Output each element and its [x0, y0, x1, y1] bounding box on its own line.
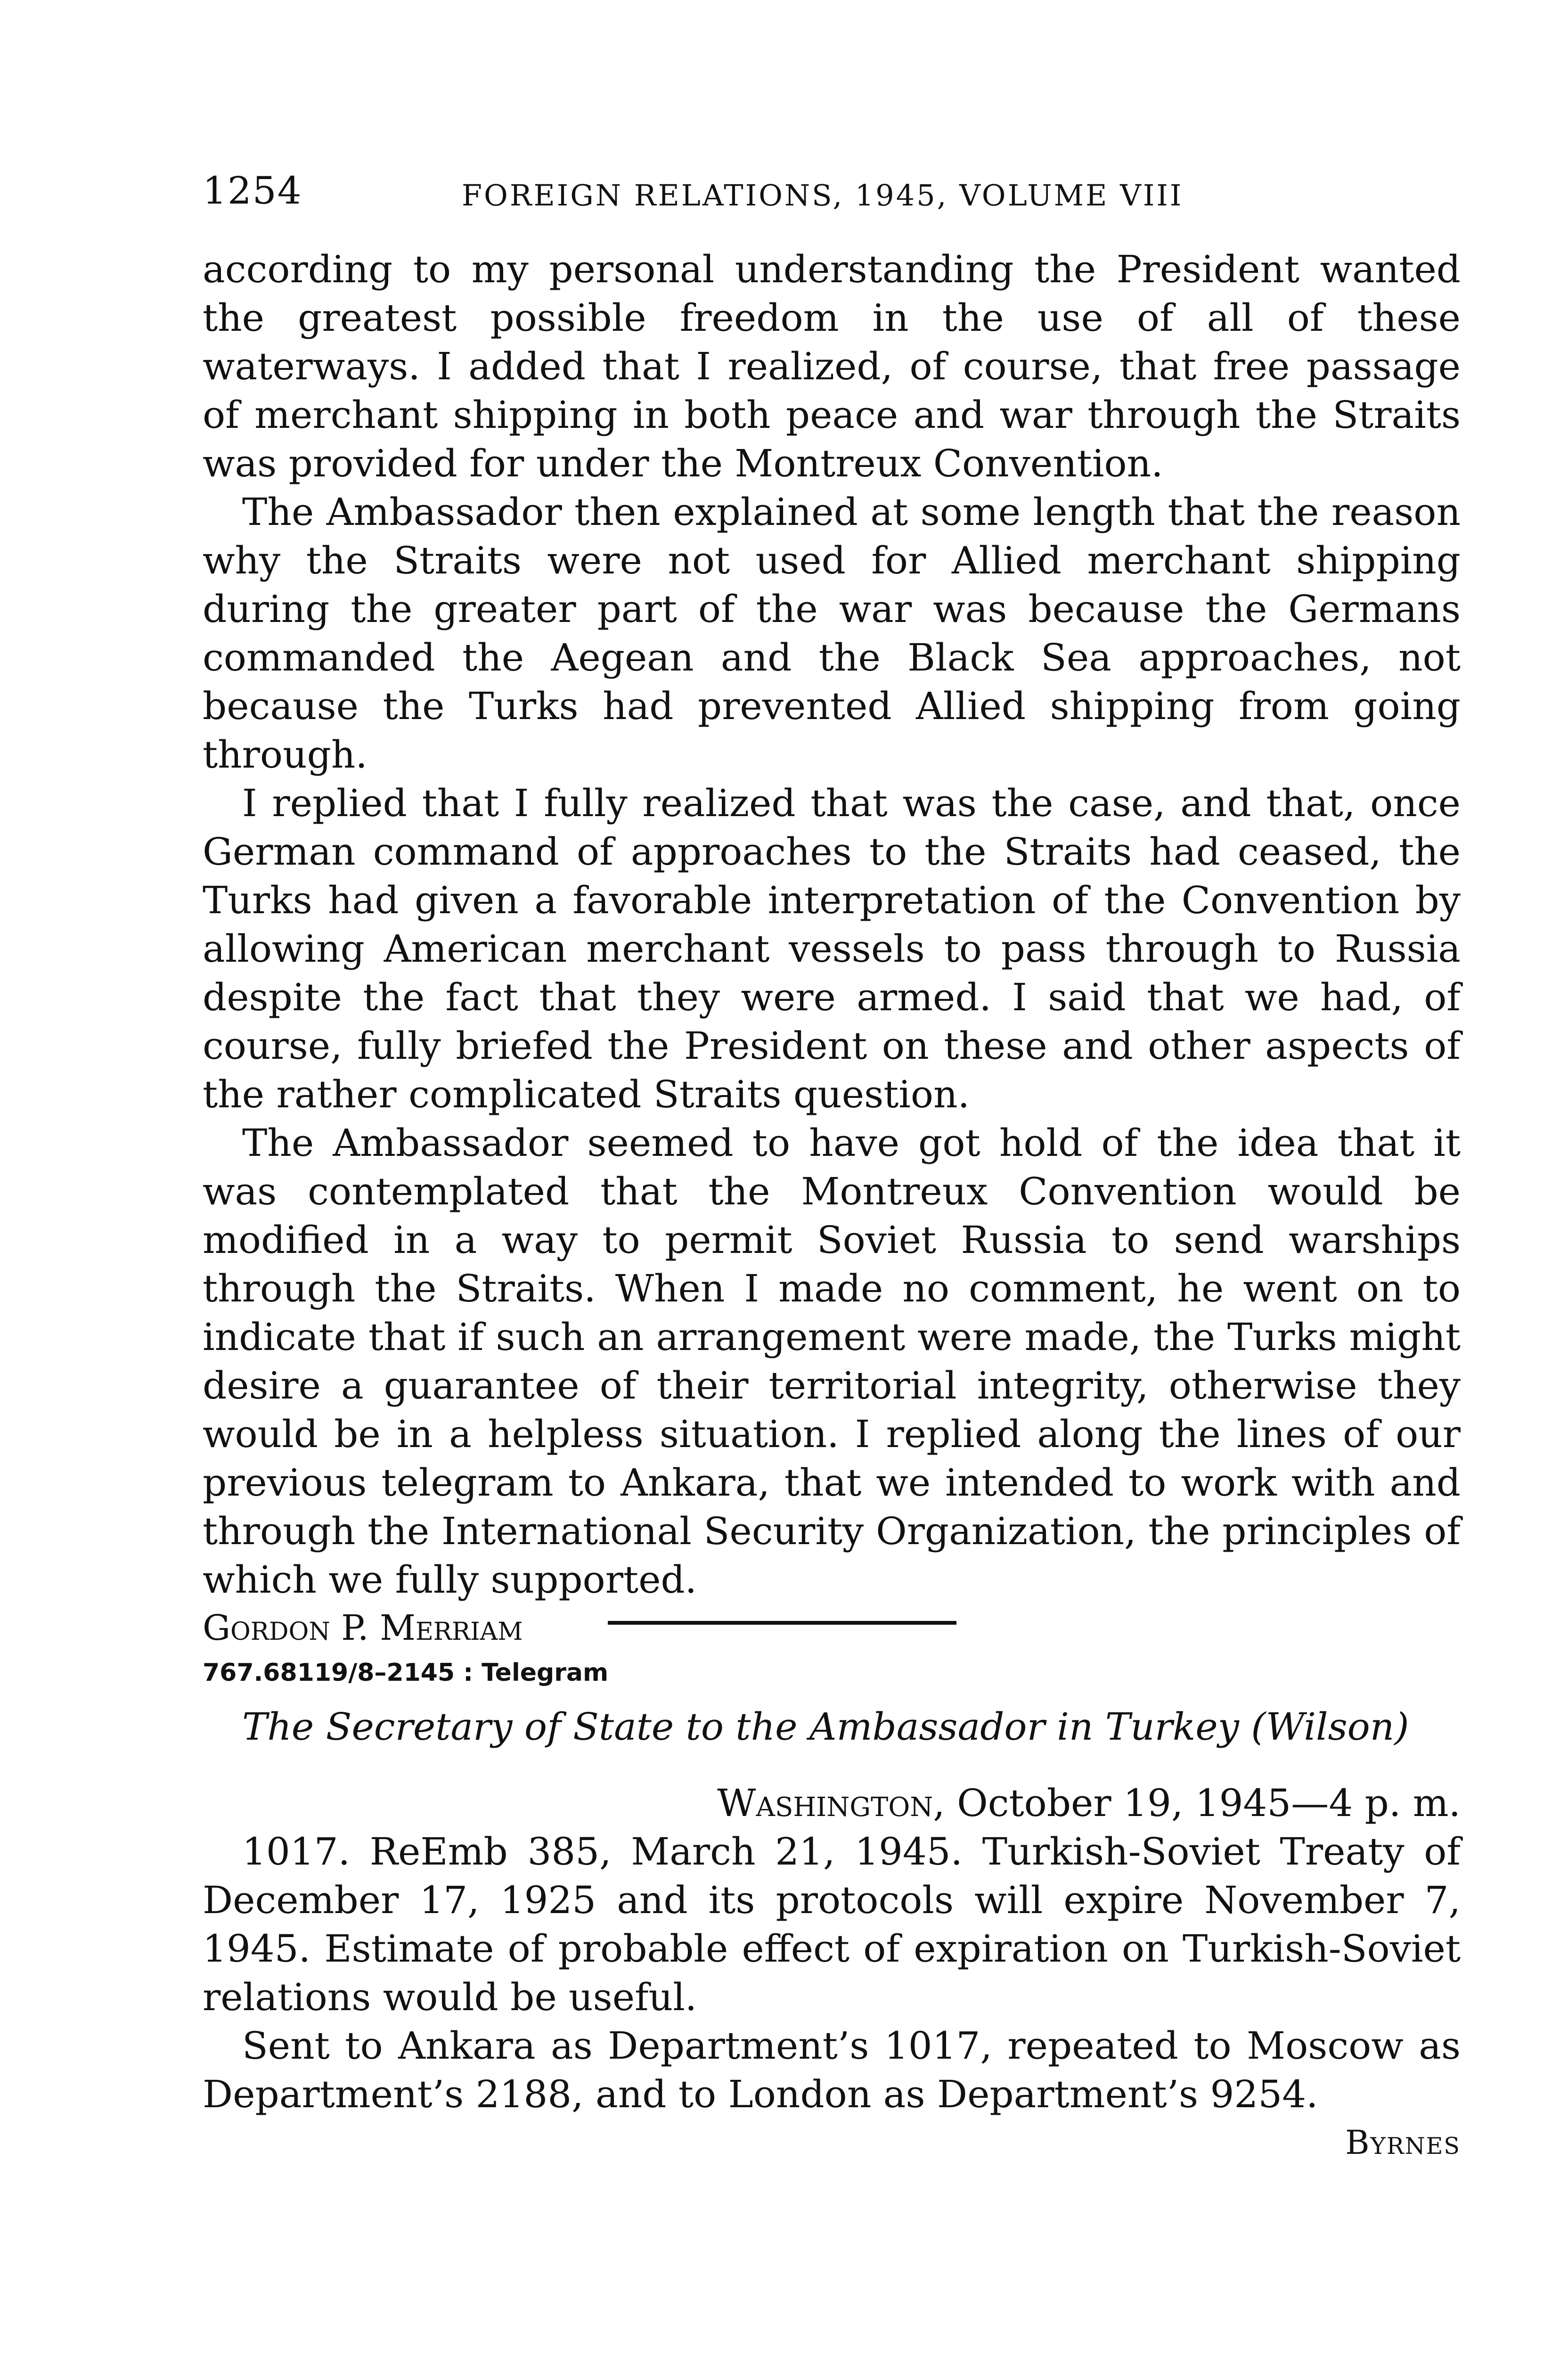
dateline-date: October 19, 1945—4 p. m. [945, 1781, 1461, 1825]
dateline [203, 1779, 1461, 1827]
signature-merriam: Gordon P. Merriam [203, 1608, 523, 1648]
signature-byrnes: Byrnes [1345, 2123, 1461, 2162]
telegram-section [203, 1654, 1461, 2167]
paragraph-4: The Ambassador seemed to have got hold of the idea that it was contemplated that the Montreux Convention would be modified in a way to permit Soviet Russia to send warships through the Straits. When I made no comment, he went on to indicate that if such an arrangement were made, the Turks might desire a guarantee of their territorial integrity, otherwise they would be in a helpless situation. I replied along the lines of our previous telegram to Ankara, that we intended to work with and through the International Security Organization, the principles of which we fully supported. [203, 1121, 1461, 1602]
section-divider [608, 1621, 956, 1625]
document-reference: 767.68119/8–2145 : Telegram [203, 1659, 609, 1687]
telegram-paragraph-2: Sent to Ankara as Department’s 1017, repeated to Moscow as Department’s 2188, and to London as Department’s 9254. [203, 2024, 1461, 2116]
paragraph-1: according to my personal understanding the President wanted the greatest possible freedom in the use of all of these waterways. I added that I realized, of course, that free passage of merchant shipping in both peace and war through the Straits was provided for under the Montreux Convention. [203, 247, 1461, 485]
telegram-paragraph-1: 1017. ReEmb 385, March 21, 1945. Turkish-Soviet Treaty of December 17, 1925 and its protocols will expire November 7, 1945. Estimate of probable effect of expiration on Turkish-Soviet relations would be useful. [203, 1830, 1461, 2019]
document-title: The Secretary of State to the Ambassador in Turkey (Wilson) [242, 1705, 1409, 1749]
letter-continuation [203, 245, 1461, 1652]
paragraph-3: I replied that I fully realized that was the case, and that, once German command of approaches to the Straits had ceased, the Turks had given a favorable interpretation of the Convention by allowing American merchant vessels to pass through to Russia despite the fact that they were armed. I said that we had, of course, fully briefed the President on these and other aspects of the rather complicated Straits question. [203, 781, 1461, 1116]
paragraph-2: The Ambassador then explained at some length that the reason why the Straits were not used for Allied merchant shipping during the greater part of the war was because the Germans commanded the Aegean and the Black Sea approaches, not because the Turks had prevented Allied shipping from going through. [203, 490, 1461, 777]
page-header [203, 165, 1461, 217]
page-number: 1254 [203, 169, 302, 213]
dateline-place: Washington, [717, 1781, 945, 1825]
running-head: FOREIGN RELATIONS, 1945, VOLUME VIII [462, 178, 1184, 213]
